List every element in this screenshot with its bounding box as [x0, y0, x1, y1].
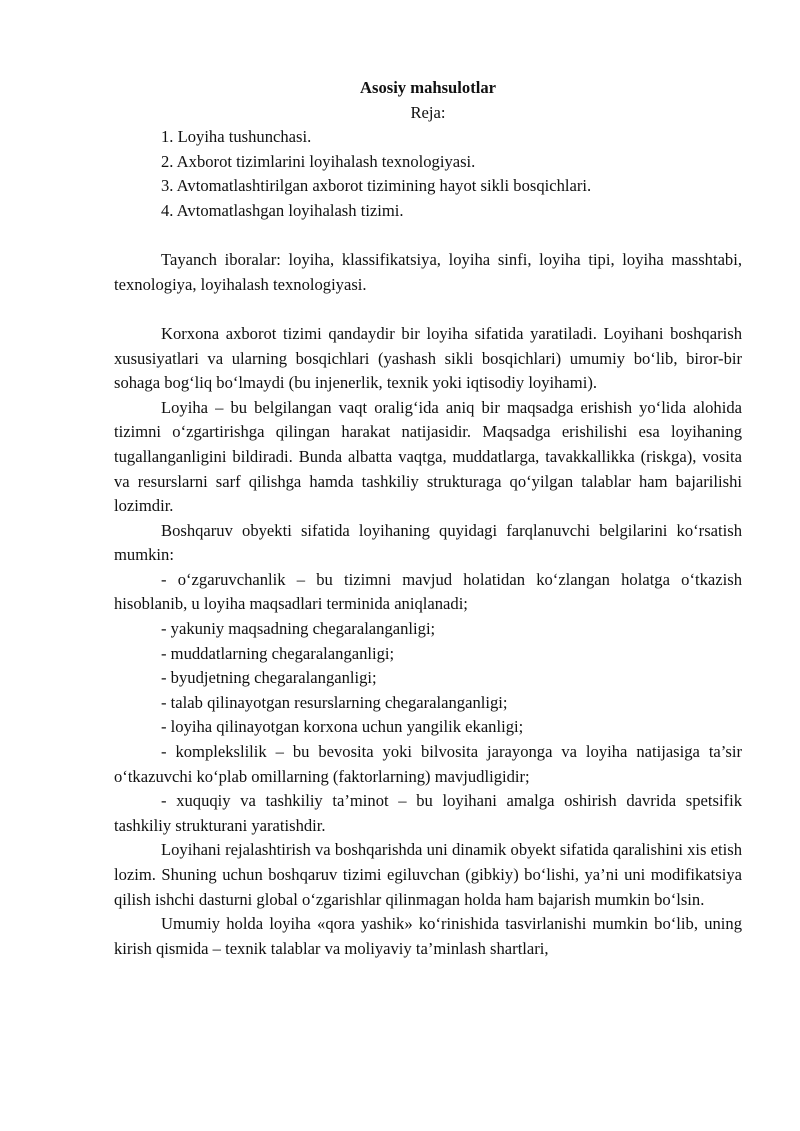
bullet-item: - loyiha qilinayotgan korxona uchun yangilik ekanligi;: [161, 717, 524, 737]
keywords-paragraph: Tayanch iboralar: loyiha, klassifikatsiya, loyiha sinfi, loyiha tipi, loyiha masshtabi, texnologiya, loyihalash texnologiyasi.: [114, 250, 742, 294]
plan-heading: Reja:: [410, 102, 446, 122]
bullet-item: - komplekslilik – bu bevosita yoki bilvosita jarayonga va loyiha natijasiga ta’sir o‘tkazuvchi ko‘plab omillarning (faktorlarning) mavjudligidir;: [114, 742, 742, 786]
body-paragraph: Korxona axborot tizimi qandaydir bir loyiha sifatida yaratiladi. Loyihani boshqarish xususiyatlari va ularning bosqichlari (yashash sikli bosqichlari) umumiy bo‘lib, biror-bir sohaga bog‘liq bo‘lmaydi (bu injenerlik, texnik yoki iqtisodiy loyihami).: [114, 323, 742, 393]
plan-list: [114, 125, 742, 223]
bullet-item: - yakuniy maqsadning chegaralanganligi;: [161, 619, 436, 639]
body-paragraph: Loyihani rejalashtirish va boshqarishda uni dinamik obyekt sifatida qaralishini xis etish lozim. Shuning uchun boshqaruv tizimi egiluvchan (gibkiy) bo‘lishi, ya’ni uni modifikatsiya qilish ishchi dasturni global o‘zgarishlar qilinmagan holda ham bajarish mumkin bo‘lsin.: [114, 840, 742, 909]
bullet-item: - muddatlarning chegaralanganligi;: [161, 643, 395, 663]
body-paragraph: Boshqaruv obyekti sifatida loyihaning quyidagi farqlanuvchi belgilarini ko‘rsatish mumkin:: [114, 520, 742, 565]
plan-item: 4. Avtomatlashgan loyihalash tizimi.: [161, 200, 404, 220]
bullet-item: - xuquqiy va tashkiliy ta’minot – bu loyihani amalga oshirish davrida spetsifik tashkiliy strukturani yaratishdir.: [114, 791, 742, 835]
spacer: [114, 224, 742, 249]
bullet-item: - o‘zgaruvchanlik – bu tizimni mavjud holatidan ko‘zlangan holatga o‘tkazish hisoblanib, u loyiha maqsadlari terminida aniqlanadi;: [114, 569, 742, 614]
body-paragraph: Loyiha – bu belgilangan vaqt oralig‘ida aniq bir maqsadga erishish yo‘lida alohida tizimni o‘zgartirishga qilingan harakat natijasidir. Maqsadga erishilishi esa loyihaning tugallanganligini bildiradi. Bunda albatta vaqtga, muddatlarga, tavakkallikka (riskga), vosita va resurslarni sarf qilishga hamda tashkiliy strukturaga qo‘yilgan talablar ham bajarilishi lozimdir.: [114, 397, 742, 516]
body-paragraph: Umumiy holda loyiha «qora yashik» ko‘rinishida tasvirlanishi mumkin bo‘lib, uning kirish qismida – texnik talablar va moliyaviy ta’minlash shartlari,: [114, 914, 742, 958]
document-title: Asosiy mahsulotlar: [360, 78, 496, 97]
bullet-item: - talab qilinayotgan resurslarning chegaralanganligi;: [161, 692, 508, 712]
plan-item: 3. Avtomatlashtirilgan axborot tizimining hayot sikli bosqichlari.: [161, 176, 592, 196]
document-page: [114, 76, 742, 961]
plan-item: 1. Loyiha tushunchasi.: [161, 127, 312, 147]
plan-item: 2. Axborot tizimlarini loyihalash texnologiyasi.: [161, 151, 476, 171]
spacer: [114, 297, 742, 322]
bullet-item: - byudjetning chegaralanganligi;: [161, 668, 377, 688]
